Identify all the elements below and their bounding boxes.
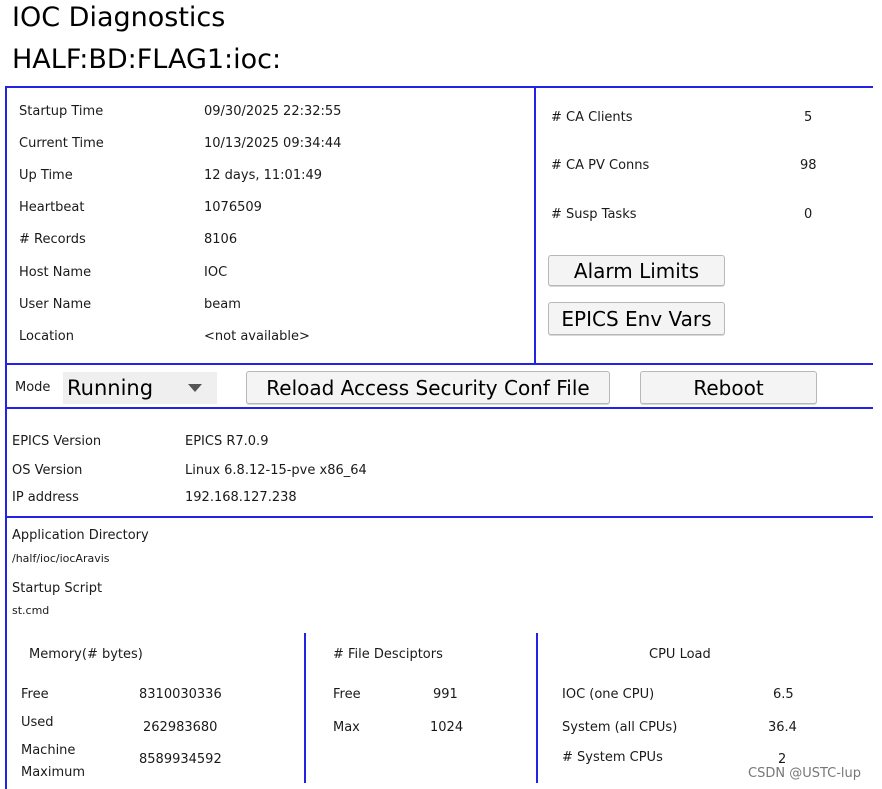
cpu-system-value: 36.4 xyxy=(768,720,797,735)
startup-script-value: st.cmd xyxy=(12,604,50,617)
cpu-ioc-value: 6.5 xyxy=(773,687,794,702)
epics-version-value: EPICS R7.0.9 xyxy=(185,434,269,449)
reload-access-security-button[interactable]: Reload Access Security Conf File xyxy=(246,371,610,404)
divider-fds-cpu xyxy=(536,633,538,783)
page-title: IOC Diagnostics xyxy=(12,2,226,33)
memory-free-value: 8310030336 xyxy=(139,687,222,702)
ca-clients-value: 5 xyxy=(804,110,813,125)
cpu-heading: CPU Load xyxy=(649,647,711,662)
memory-used-value: 262983680 xyxy=(143,720,218,735)
current-time-value: 10/13/2025 09:34:44 xyxy=(204,136,342,151)
memory-max-label-1: Machine xyxy=(21,743,76,758)
cpu-count-value: 2 xyxy=(778,752,787,767)
cpu-count-label: # System CPUs xyxy=(562,750,663,765)
mode-label: Mode xyxy=(15,380,51,395)
divider-controls-bottom xyxy=(5,407,873,409)
user-name-value: beam xyxy=(204,297,241,312)
ip-address-value: 192.168.127.238 xyxy=(185,490,297,505)
ca-pv-conns-label: # CA PV Conns xyxy=(551,158,650,173)
user-name-label: User Name xyxy=(19,297,92,312)
heartbeat-label: Heartbeat xyxy=(19,200,85,215)
host-name-value: IOC xyxy=(204,265,228,280)
cpu-system-label: System (all CPUs) xyxy=(562,720,678,735)
mode-select[interactable] xyxy=(63,372,217,404)
cpu-ioc-label: IOC (one CPU) xyxy=(562,687,655,702)
divider-top xyxy=(5,86,873,88)
memory-free-label: Free xyxy=(21,687,49,702)
startup-time-label: Startup Time xyxy=(19,104,104,119)
location-value: <not available> xyxy=(204,329,310,344)
host-name-label: Host Name xyxy=(19,265,92,280)
alarm-limits-button[interactable]: Alarm Limits xyxy=(548,255,725,286)
memory-heading: Memory(# bytes) xyxy=(29,647,143,662)
epics-env-vars-button[interactable]: EPICS Env Vars xyxy=(548,302,725,335)
mode-select-value: Running xyxy=(67,376,154,400)
current-time-label: Current Time xyxy=(19,136,104,151)
ip-address-label: IP address xyxy=(12,490,79,505)
susp-tasks-label: # Susp Tasks xyxy=(551,207,637,222)
reboot-button[interactable]: Reboot xyxy=(640,371,817,404)
divider-memory-fds xyxy=(304,633,306,783)
divider-versions-bottom xyxy=(5,516,873,518)
fds-max-value: 1024 xyxy=(430,720,464,735)
frame-left xyxy=(5,86,7,789)
fds-free-value: 991 xyxy=(433,687,458,702)
memory-max-label-2: Maximum xyxy=(21,765,86,780)
fds-heading: # File Desciptors xyxy=(333,647,443,662)
ca-clients-label: # CA Clients xyxy=(551,110,633,125)
susp-tasks-value: 0 xyxy=(804,207,813,222)
location-label: Location xyxy=(19,329,74,344)
fds-max-label: Max xyxy=(333,720,360,735)
epics-version-label: EPICS Version xyxy=(12,434,102,449)
app-dir-value: /half/ioc/iocAravis xyxy=(12,552,110,565)
startup-script-label: Startup Script xyxy=(12,581,103,596)
chevron-down-icon xyxy=(188,384,202,392)
records-value: 8106 xyxy=(204,232,238,247)
watermark: CSDN @USTC-lup xyxy=(748,766,862,781)
os-version-value: Linux 6.8.12-15-pve x86_64 xyxy=(185,463,367,478)
records-label: # Records xyxy=(19,232,86,247)
fds-free-label: Free xyxy=(333,687,361,702)
divider-status-ca xyxy=(534,88,536,364)
memory-max-value: 8589934592 xyxy=(139,752,222,767)
app-dir-label: Application Directory xyxy=(12,528,149,543)
heartbeat-value: 1076509 xyxy=(204,200,262,215)
pv-prefix: HALF:BD:FLAG1:ioc: xyxy=(12,44,282,75)
divider-status-bottom xyxy=(5,363,873,365)
memory-used-label: Used xyxy=(21,715,54,730)
startup-time-value: 09/30/2025 22:32:55 xyxy=(204,104,342,119)
up-time-label: Up Time xyxy=(19,168,73,183)
ca-pv-conns-value: 98 xyxy=(800,158,817,173)
os-version-label: OS Version xyxy=(12,463,83,478)
up-time-value: 12 days, 11:01:49 xyxy=(204,168,323,183)
